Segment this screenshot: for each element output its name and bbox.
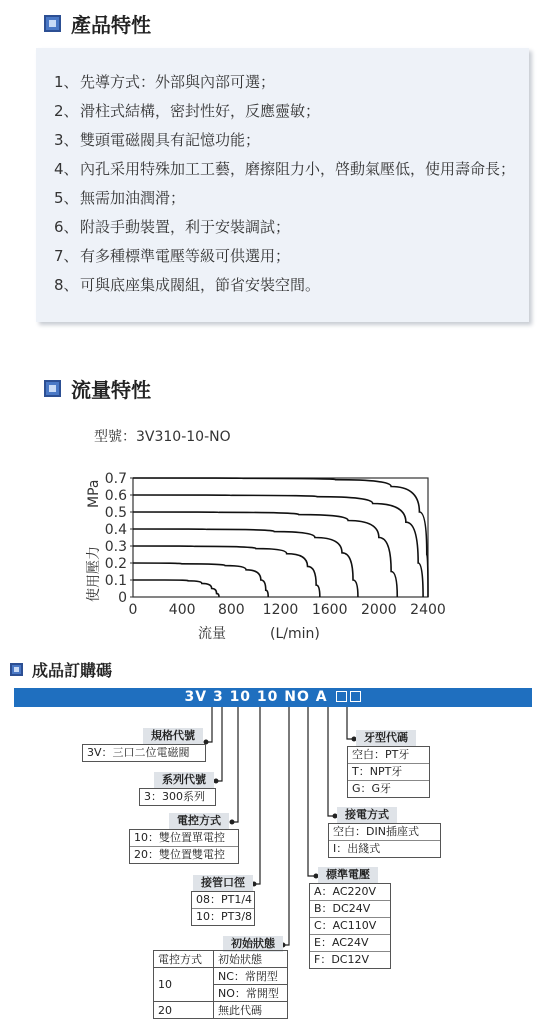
wiring-option: I：出綫式 bbox=[333, 842, 381, 855]
thread-options bbox=[347, 746, 430, 798]
y-tick-label: 0.7 bbox=[104, 471, 127, 487]
control-option: 10：雙位置單電控 bbox=[130, 830, 238, 847]
y-tick-label: 0.5 bbox=[104, 505, 127, 521]
table-header-cell: 初始狀態 bbox=[214, 951, 288, 968]
feature-number: 2、 bbox=[54, 102, 79, 120]
spec-options bbox=[82, 744, 206, 762]
thread-option: G：G牙 bbox=[352, 782, 392, 795]
thread-option: T：NPT牙 bbox=[348, 764, 429, 781]
series-options bbox=[139, 788, 216, 806]
table-cell: 20 bbox=[154, 1002, 214, 1019]
thread-option: 空白：PT牙 bbox=[348, 747, 429, 764]
features-title: 產品特性 bbox=[71, 13, 151, 37]
feature-text: 雙頭電磁閥具有記憶功能； bbox=[80, 131, 261, 149]
table-cell: NO：常開型 bbox=[214, 985, 288, 1002]
initial-label: 初始狀態 bbox=[223, 936, 283, 952]
feature-number: 7、 bbox=[54, 247, 79, 265]
table-cell: NC：常閉型 bbox=[214, 968, 288, 985]
thread-label: 牙型代碼 bbox=[356, 730, 416, 746]
port-label: 接管口徑 bbox=[193, 875, 253, 891]
feature-number: 1、 bbox=[54, 73, 79, 91]
wiring-options bbox=[328, 823, 441, 858]
port-options bbox=[191, 891, 255, 926]
wiring-label: 接電方式 bbox=[337, 807, 397, 823]
wiring-option: 空白：DIN插座式 bbox=[329, 824, 440, 841]
y-tick-label: 0.6 bbox=[104, 488, 127, 504]
control-label: 電控方式 bbox=[169, 813, 229, 829]
y-tick-label: 0.3 bbox=[104, 539, 127, 555]
y-tick-label: 0 bbox=[118, 590, 127, 606]
table-row bbox=[154, 951, 288, 968]
feature-number: 4、 bbox=[54, 160, 79, 178]
feature-text: 有多種標準電壓等級可供選用； bbox=[80, 247, 291, 265]
y-tick-label: 0.4 bbox=[104, 522, 127, 538]
voltage-option: F：DC12V bbox=[314, 953, 369, 966]
x-tick-label: 0 bbox=[128, 602, 138, 618]
feature-text: 滑柱式結構，密封性好，反應靈敏； bbox=[80, 102, 321, 120]
port-option: 08：PT1/4 bbox=[192, 892, 254, 909]
table-row bbox=[154, 968, 288, 985]
feature-text: 附設手動裝置，利于安裝調試； bbox=[80, 218, 291, 236]
feature-text: 可與底座集成閥組，節省安裝空間。 bbox=[80, 276, 321, 294]
feature-number: 3、 bbox=[54, 131, 79, 149]
control-options bbox=[129, 829, 239, 864]
table-row bbox=[154, 1002, 288, 1019]
spec-option: 3V：三口二位電磁閥 bbox=[87, 746, 190, 759]
feature-number: 5、 bbox=[54, 189, 79, 207]
model-label: 型號：3V310-10-NO bbox=[94, 429, 231, 445]
x-tick-label: 2000 bbox=[361, 602, 397, 618]
feature-number: 6、 bbox=[54, 218, 79, 236]
voltage-option: B：DC24V bbox=[310, 901, 390, 918]
voltage-option: A：AC220V bbox=[310, 884, 390, 901]
series-label: 系列代號 bbox=[154, 772, 214, 788]
y-tick-label: 0.2 bbox=[104, 556, 127, 572]
y-axis-label: 使用壓力 bbox=[86, 546, 102, 602]
y-tick-label: 0.1 bbox=[104, 573, 127, 589]
order-code: 3V 3 10 10 NO A bbox=[184, 689, 328, 705]
x-axis-label: 流量 bbox=[198, 626, 226, 642]
port-option: 10：PT3/8 bbox=[196, 910, 253, 923]
x-tick-label: 1600 bbox=[311, 602, 348, 618]
table-cell: 無此代碼 bbox=[214, 1002, 288, 1019]
flow-title: 流量特性 bbox=[71, 378, 151, 402]
x-tick-label: 400 bbox=[168, 602, 196, 618]
x-axis-unit: (L/min) bbox=[270, 626, 320, 642]
feature-number: 8、 bbox=[54, 276, 79, 294]
voltage-options bbox=[309, 883, 391, 969]
voltage-label: 標準電壓 bbox=[318, 867, 378, 883]
y-axis-unit: MPa bbox=[86, 479, 102, 508]
feature-text: 無需加油潤滑； bbox=[80, 189, 186, 207]
order-title: 成品訂購碼 bbox=[32, 661, 113, 680]
voltage-option: E：AC24V bbox=[310, 935, 390, 952]
x-tick-label: 1200 bbox=[262, 602, 299, 618]
feature-text: 先導方式：外部與內部可選； bbox=[80, 73, 276, 91]
spec-label: 規格代號 bbox=[143, 728, 203, 744]
table-header-cell: 電控方式 bbox=[154, 951, 214, 968]
initial-state-table bbox=[153, 950, 288, 1019]
voltage-option: C：AC110V bbox=[310, 918, 390, 935]
x-tick-label: 800 bbox=[217, 602, 245, 618]
series-option: 3：300系列 bbox=[144, 790, 205, 803]
x-tick-label: 2400 bbox=[410, 602, 446, 618]
feature-text: 內孔采用特殊加工工藝，磨擦阻力小，啓動氣壓低，使用壽命長； bbox=[80, 160, 516, 178]
control-option: 20：雙位置雙電控 bbox=[134, 848, 225, 861]
table-cell: 10 bbox=[154, 968, 214, 1002]
